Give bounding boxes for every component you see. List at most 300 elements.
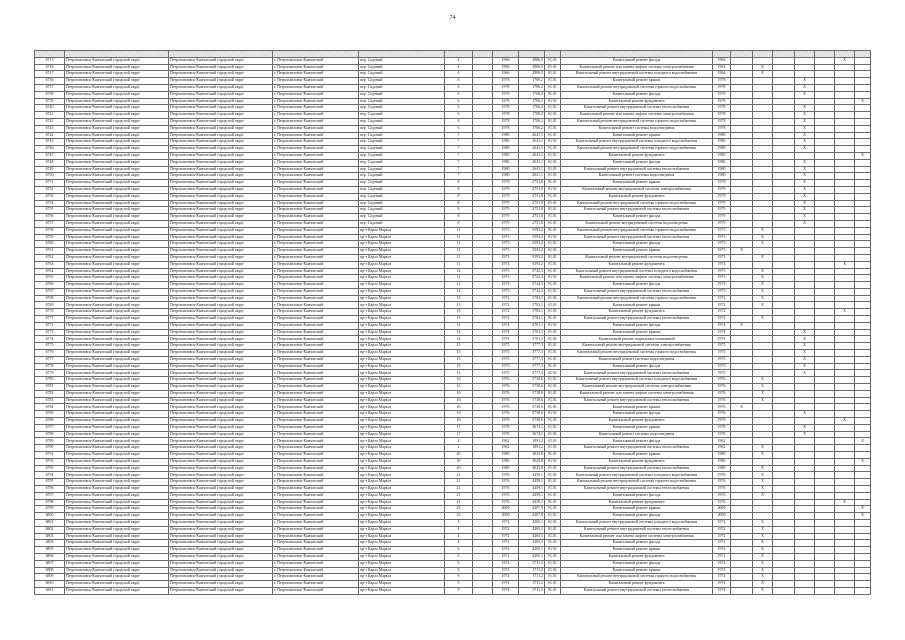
table-cell: Петропавловск-Камчатский городской округ	[65, 64, 169, 71]
table-cell	[815, 248, 835, 255]
table-cell: 1972	[493, 519, 519, 526]
table-cell: 6793	[35, 465, 65, 472]
table-row	[35, 377, 871, 384]
table-cell	[773, 118, 795, 125]
table-cell: 1706,2	[519, 112, 545, 119]
table-cell: 1973	[713, 282, 731, 289]
table-row	[35, 98, 871, 105]
table-row	[35, 431, 871, 438]
table-cell: пр-т Карла Маркса	[359, 533, 445, 540]
table-cell: 1973	[493, 288, 519, 295]
table-cell: 01.01	[545, 241, 561, 248]
table-cell: г. Петропавловск-Камчатский	[273, 465, 359, 472]
table-row	[35, 200, 871, 207]
table-cell: Петропавловск-Камчатский городской округ	[65, 288, 169, 295]
table-cell: 2751,8	[519, 180, 545, 187]
table-cell: 5742,3	[519, 268, 545, 275]
table-cell: X	[855, 506, 871, 513]
table-cell	[773, 132, 795, 139]
table-row	[35, 288, 871, 295]
table-cell	[473, 322, 493, 329]
table-cell: Капитальный ремонт фундамента	[561, 458, 713, 465]
table-row	[35, 309, 871, 316]
table-row	[35, 112, 871, 119]
table-cell: X	[795, 84, 815, 91]
table-cell: Капитальный ремонт фасада	[561, 241, 713, 248]
table-cell: 6716	[35, 64, 65, 71]
table-cell	[473, 329, 493, 336]
table-cell: Капитальный ремонт внутридомовой системы холодного водоснабжения	[561, 472, 713, 479]
table-cell: X	[835, 309, 855, 316]
table-cell: 1972	[713, 309, 731, 316]
table-cell: Петропавловск-Камчатский городской округ	[65, 282, 169, 289]
table-cell: пр-т Карла Маркса	[359, 526, 445, 533]
table-cell	[473, 458, 493, 465]
table-cell: пр-т Карла Маркса	[359, 411, 445, 418]
table-cell: 6789	[35, 438, 65, 445]
table-cell: Петропавловск-Камчатский городской округ	[65, 519, 169, 526]
table-cell: 1974	[713, 587, 731, 594]
table-cell: 6794	[35, 472, 65, 479]
table-cell: 6762	[35, 254, 65, 261]
table-cell: 01.01	[545, 350, 561, 357]
table-cell: 2806,5	[519, 71, 545, 78]
table-cell: Петропавловск-Камчатский городской округ	[65, 445, 169, 452]
table-cell	[773, 309, 795, 316]
table-cell	[753, 91, 773, 98]
table-cell: Петропавловск-Камчатский городской округ	[65, 581, 169, 588]
table-cell: 3711,2	[519, 574, 545, 581]
table-cell: г. Петропавловск-Камчатский	[273, 207, 359, 214]
table-cell: Петропавловск-Камчатский городской округ	[65, 193, 169, 200]
table-cell: 2641,1	[519, 173, 545, 180]
table-cell: пр-т Карла Маркса	[359, 458, 445, 465]
table-row	[35, 336, 871, 343]
table-row	[35, 452, 871, 459]
table-cell: X	[753, 574, 773, 581]
table-cell: 01.01	[545, 540, 561, 547]
table-cell: пр-т Карла Маркса	[359, 254, 445, 261]
table-cell	[753, 506, 773, 513]
table-cell: 1979	[713, 220, 731, 227]
table-cell: 1980	[713, 139, 731, 146]
table-cell: 6764	[35, 268, 65, 275]
table-cell	[835, 241, 855, 248]
table-cell	[855, 220, 871, 227]
table-cell: г. Петропавловск-Камчатский	[273, 57, 359, 64]
table-cell: Петропавловск-Камчатский городской округ	[65, 411, 169, 418]
table-cell	[815, 275, 835, 282]
table-cell: 6	[445, 84, 473, 91]
table-row	[35, 329, 871, 336]
table-cell: Петропавловск-Камчатский городской округ	[65, 152, 169, 159]
table-row	[35, 193, 871, 200]
table-cell	[795, 254, 815, 261]
table-cell: 01.01	[545, 84, 561, 91]
table-cell: пер. Садовый	[359, 118, 445, 125]
table-cell	[473, 295, 493, 302]
table-cell	[773, 533, 795, 540]
table-cell: X	[835, 499, 855, 506]
table-cell: 01.01	[545, 275, 561, 282]
table-cell: пер. Садовый	[359, 159, 445, 166]
table-cell: 4	[445, 540, 473, 547]
table-cell	[773, 261, 795, 268]
table-cell: Капитальный ремонт внутридомовой системы холодного водоснабжения	[561, 377, 713, 384]
table-cell	[773, 370, 795, 377]
table-cell: Петропавловск-Камчатский городской округ	[169, 519, 273, 526]
table-cell: X	[855, 458, 871, 465]
table-cell: пр-т Карла Маркса	[359, 282, 445, 289]
table-cell: 9	[445, 567, 473, 574]
table-cell: 1979	[493, 193, 519, 200]
table-cell	[773, 350, 795, 357]
table-cell	[835, 159, 855, 166]
table-cell	[815, 587, 835, 594]
header-cell	[445, 51, 473, 58]
table-cell: 1976	[493, 377, 519, 384]
table-cell	[473, 98, 493, 105]
table-cell: 1973	[713, 288, 731, 295]
table-cell: X	[753, 452, 773, 459]
table-cell	[815, 574, 835, 581]
table-cell: г. Петропавловск-Камчатский	[273, 526, 359, 533]
table-cell: 1891,2	[519, 438, 545, 445]
table-cell	[753, 411, 773, 418]
table-cell	[773, 438, 795, 445]
table-cell: Петропавловск-Камчатский городской округ	[169, 275, 273, 282]
table-cell: 5738,6	[519, 377, 545, 384]
table-cell	[731, 275, 753, 282]
table-cell	[773, 424, 795, 431]
table-cell	[795, 479, 815, 486]
table-cell	[753, 186, 773, 193]
table-cell	[815, 254, 835, 261]
table-cell	[835, 329, 855, 336]
table-row	[35, 234, 871, 241]
header-cell	[65, 51, 169, 58]
table-cell	[473, 159, 493, 166]
table-cell: пер. Садовый	[359, 193, 445, 200]
table-cell: 5738,6	[519, 384, 545, 391]
table-cell: 8	[445, 214, 473, 221]
table-cell	[731, 499, 753, 506]
table-cell: 1980	[493, 152, 519, 159]
table-cell: Петропавловск-Камчатский городской округ	[65, 547, 169, 554]
table-row	[35, 411, 871, 418]
table-cell: 15	[445, 370, 473, 377]
table-cell: 1964	[713, 57, 731, 64]
table-cell: 1978	[713, 98, 731, 105]
table-cell	[731, 64, 753, 71]
table-cell	[773, 411, 795, 418]
table-row	[35, 560, 871, 567]
table-cell: Капитальный ремонт системы водоотведения	[561, 173, 713, 180]
table-cell: 2751,8	[519, 200, 545, 207]
table-cell: Петропавловск-Камчатский городской округ	[169, 125, 273, 132]
table-cell: Петропавловск-Камчатский городской округ	[169, 166, 273, 173]
table-cell: Петропавловск-Камчатский городской округ	[169, 370, 273, 377]
table-cell	[773, 64, 795, 71]
table-cell	[731, 492, 753, 499]
table-cell: 6802	[35, 526, 65, 533]
table-cell: г. Петропавловск-Камчатский	[273, 404, 359, 411]
table-cell	[835, 71, 855, 78]
table-cell: 6747	[35, 152, 65, 159]
table-cell: Петропавловск-Камчатский городской округ	[65, 486, 169, 493]
table-cell: 6746	[35, 146, 65, 153]
table-cell: 5593,2	[519, 261, 545, 268]
table-cell	[731, 363, 753, 370]
table-cell	[731, 424, 753, 431]
table-row	[35, 390, 871, 397]
table-cell	[855, 418, 871, 425]
table-cell	[855, 356, 871, 363]
table-cell: 2641,1	[519, 139, 545, 146]
table-cell	[835, 431, 855, 438]
table-cell: пр-т Карла Маркса	[359, 431, 445, 438]
table-cell: 1972	[493, 547, 519, 554]
table-cell: Петропавловск-Камчатский городской округ	[65, 78, 169, 85]
table-cell: Петропавловск-Камчатский городской округ	[65, 227, 169, 234]
table-cell: 14	[445, 336, 473, 343]
table-cell: 12	[445, 282, 473, 289]
table-cell: 1976	[713, 486, 731, 493]
table-cell: пер. Садовый	[359, 152, 445, 159]
table-cell: Петропавловск-Камчатский городской округ	[169, 295, 273, 302]
table-cell: Петропавловск-Камчатский городской округ	[169, 438, 273, 445]
table-cell: Капитальный ремонт внутридомовой системы горячего водоснабжения	[561, 146, 713, 153]
table-cell	[473, 207, 493, 214]
table-cell: 1980	[493, 452, 519, 459]
table-cell: 01.01	[545, 288, 561, 295]
table-cell	[473, 506, 493, 513]
table-cell	[815, 84, 835, 91]
table-cell: 2009	[713, 506, 731, 513]
table-cell: Петропавловск-Камчатский городской округ	[65, 241, 169, 248]
table-cell	[815, 118, 835, 125]
table-cell	[473, 112, 493, 119]
table-cell	[855, 118, 871, 125]
table-cell	[473, 234, 493, 241]
table-cell	[473, 268, 493, 275]
table-cell: 01.01	[545, 343, 561, 350]
table-cell: 4265,1	[519, 547, 545, 554]
table-cell: Петропавловск-Камчатский городской округ	[65, 350, 169, 357]
table-cell: Капитальный ремонт внутридомовой системы горячего водоснабжения	[561, 200, 713, 207]
table-cell	[731, 227, 753, 234]
table-cell: 01.01	[545, 356, 561, 363]
table-cell: г. Петропавловск-Камчатский	[273, 424, 359, 431]
table-cell: X	[753, 567, 773, 574]
table-cell: Капитальный ремонт крыши	[561, 547, 713, 554]
table-cell	[855, 363, 871, 370]
table-cell: г. Петропавловск-Камчатский	[273, 234, 359, 241]
table-cell	[773, 322, 795, 329]
table-cell: 1975	[493, 350, 519, 357]
table-cell: 1979	[493, 186, 519, 193]
table-cell	[815, 322, 835, 329]
table-cell: 1972	[493, 309, 519, 316]
table-cell: Петропавловск-Камчатский городской округ	[169, 404, 273, 411]
table-cell: г. Петропавловск-Камчатский	[273, 316, 359, 323]
table-cell: г. Петропавловск-Камчатский	[273, 241, 359, 248]
table-cell: Петропавловск-Камчатский городской округ	[169, 309, 273, 316]
table-cell	[753, 112, 773, 119]
table-cell	[855, 214, 871, 221]
table-cell	[753, 98, 773, 105]
table-cell	[773, 78, 795, 85]
table-cell	[731, 309, 753, 316]
table-cell	[835, 560, 855, 567]
table-cell: Петропавловск-Камчатский городской округ	[65, 207, 169, 214]
table-cell: 1980	[713, 132, 731, 139]
table-cell: Петропавловск-Камчатский городской округ	[169, 159, 273, 166]
table-cell: Капитальный ремонт внутридомовой системы теплоснабжения	[561, 316, 713, 323]
table-cell: 21	[445, 492, 473, 499]
table-cell	[795, 547, 815, 554]
table-cell: 6798	[35, 499, 65, 506]
table-cell: 3025,8	[519, 465, 545, 472]
table-cell: 1975	[493, 343, 519, 350]
table-cell	[753, 57, 773, 64]
table-cell: 9	[445, 574, 473, 581]
table-cell	[855, 275, 871, 282]
table-cell: 2009	[713, 513, 731, 520]
table-cell: 3777,3	[519, 370, 545, 377]
table-cell: Петропавловск-Камчатский городской округ	[169, 506, 273, 513]
table-cell: X	[795, 214, 815, 221]
table-cell: Петропавловск-Камчатский городской округ	[169, 431, 273, 438]
table-cell: 5593,2	[519, 241, 545, 248]
table-cell: г. Петропавловск-Камчатский	[273, 350, 359, 357]
table-cell: пр-т Карла Маркса	[359, 295, 445, 302]
table-cell: X	[795, 200, 815, 207]
table-cell	[855, 125, 871, 132]
table-row	[35, 397, 871, 404]
table-cell: 16	[445, 418, 473, 425]
table-cell	[815, 316, 835, 323]
table-cell: 6	[445, 553, 473, 560]
table-cell	[795, 526, 815, 533]
table-cell	[731, 581, 753, 588]
table-cell	[855, 132, 871, 139]
table-cell	[815, 411, 835, 418]
table-cell: Капитальный ремонт фасада	[561, 91, 713, 98]
table-cell	[855, 390, 871, 397]
table-cell: 20	[445, 458, 473, 465]
table-cell: X	[795, 173, 815, 180]
table-cell: г. Петропавловск-Камчатский	[273, 78, 359, 85]
table-cell	[473, 553, 493, 560]
table-row	[35, 146, 871, 153]
table-cell: г. Петропавловск-Камчатский	[273, 268, 359, 275]
table-cell	[773, 492, 795, 499]
table-cell	[473, 404, 493, 411]
table-cell: 1975	[713, 356, 731, 363]
table-cell	[731, 540, 753, 547]
table-cell: 6786	[35, 418, 65, 425]
table-cell: 1974	[493, 560, 519, 567]
header-cell	[855, 51, 871, 58]
table-cell: г. Петропавловск-Камчатский	[273, 180, 359, 187]
table-cell: X	[835, 261, 855, 268]
table-cell	[855, 479, 871, 486]
table-cell: пер. Садовый	[359, 57, 445, 64]
table-cell: 4459,1	[519, 472, 545, 479]
table-cell	[731, 458, 753, 465]
table-cell	[473, 567, 493, 574]
table-cell: X	[795, 180, 815, 187]
table-cell: г. Петропавловск-Камчатский	[273, 173, 359, 180]
table-cell: 01.01	[545, 370, 561, 377]
table-cell	[731, 350, 753, 357]
table-cell: 20	[445, 465, 473, 472]
table-cell: г. Петропавловск-Камчатский	[273, 64, 359, 71]
table-cell: Капитальный ремонт внутридомовой системы теплоснабжения	[561, 370, 713, 377]
table-cell	[731, 268, 753, 275]
table-cell: Петропавловск-Камчатский городской округ	[65, 492, 169, 499]
table-cell	[835, 248, 855, 255]
table-cell: Петропавловск-Камчатский городской округ	[169, 98, 273, 105]
table-cell	[473, 356, 493, 363]
table-cell: Петропавловск-Камчатский городской округ	[65, 431, 169, 438]
table-cell	[855, 384, 871, 391]
table-cell: 3701,1	[519, 322, 545, 329]
table-cell: 7	[445, 132, 473, 139]
table-cell	[815, 567, 835, 574]
table-cell: Петропавловск-Камчатский городской округ	[169, 418, 273, 425]
table-cell	[473, 309, 493, 316]
table-cell: г. Петропавловск-Камчатский	[273, 397, 359, 404]
table-cell: 01.01	[545, 492, 561, 499]
table-cell: пр-т Карла Маркса	[359, 513, 445, 520]
table-cell: Петропавловск-Камчатский городской округ	[65, 506, 169, 513]
table-cell	[753, 200, 773, 207]
table-cell: Капитальный ремонт фундамента	[561, 261, 713, 268]
table-cell	[731, 560, 753, 567]
table-cell: 01.01	[545, 254, 561, 261]
table-cell	[835, 479, 855, 486]
table-cell	[855, 146, 871, 153]
table-cell	[731, 220, 753, 227]
table-row	[35, 64, 871, 71]
table-cell: Петропавловск-Камчатский городской округ	[65, 322, 169, 329]
table-cell: 1976	[493, 486, 519, 493]
table-cell: пр-т Карла Маркса	[359, 356, 445, 363]
table-cell: Петропавловск-Камчатский городской округ	[169, 458, 273, 465]
table-cell: г. Петропавловск-Камчатский	[273, 125, 359, 132]
table-cell: 1980	[493, 166, 519, 173]
table-cell: X	[753, 587, 773, 594]
table-cell: Петропавловск-Камчатский городской округ	[65, 146, 169, 153]
table-cell: 2751,8	[519, 220, 545, 227]
table-cell: Капитальный ремонт фундамента	[561, 581, 713, 588]
table-cell	[835, 547, 855, 554]
table-cell: 4265,1	[519, 526, 545, 533]
table-cell: 1972	[713, 547, 731, 554]
table-row	[35, 118, 871, 125]
table-cell: 6810	[35, 581, 65, 588]
table-cell	[855, 519, 871, 526]
table-cell: пр-т Карла Маркса	[359, 261, 445, 268]
table-cell: Капитальный ремонт крыши	[561, 424, 713, 431]
table-cell: Капитальный ремонт системы водоотведения	[561, 125, 713, 132]
table-cell: Капитальный ремонт внутридомовой системы горячего водоснабжения	[561, 574, 713, 581]
table-cell	[773, 84, 795, 91]
table-cell: Петропавловск-Камчатский городской округ	[169, 587, 273, 594]
table-cell	[773, 241, 795, 248]
